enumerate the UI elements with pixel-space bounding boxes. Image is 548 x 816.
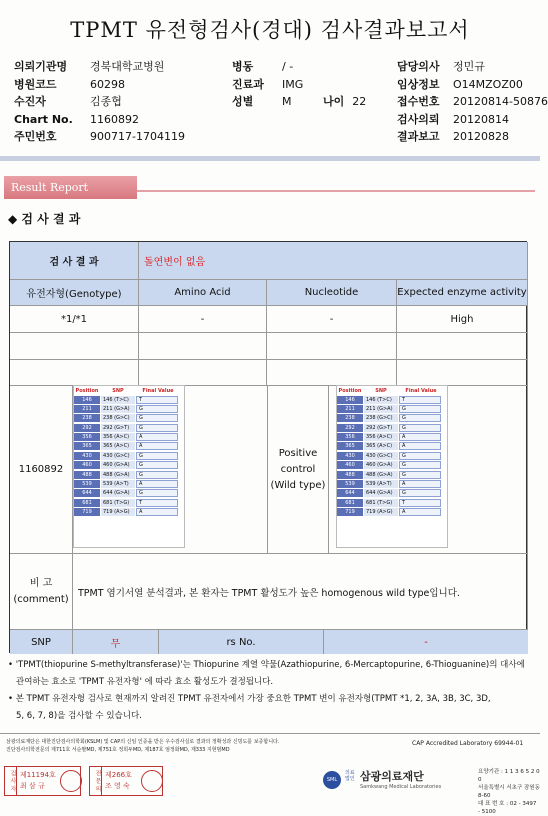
snp-cell: T	[399, 499, 441, 507]
info-label: 의뢰기관명	[14, 60, 68, 73]
age-label: 나이	[323, 95, 345, 108]
snp-cell: G	[136, 471, 178, 479]
info-value: 60298	[90, 77, 125, 91]
snp-cell: G	[399, 424, 441, 432]
info-row	[232, 58, 303, 76]
snp-cell: 146 (T>C)	[364, 396, 398, 404]
empty-cell	[139, 360, 267, 386]
snp-row	[74, 489, 184, 498]
notes	[8, 657, 533, 725]
snp-row	[74, 461, 184, 470]
snp-cell: 719	[337, 508, 363, 516]
snp-cell: 430	[337, 452, 363, 460]
amino-acid-value: -	[139, 306, 267, 333]
info-label: 검사의뢰	[397, 112, 440, 126]
snp-cell: 644	[337, 489, 363, 497]
info-value: 김종협	[90, 95, 122, 108]
info-value: M	[282, 95, 292, 108]
snp-cell: A	[399, 433, 441, 441]
snp-row	[74, 498, 184, 507]
col-genotype: 유전자형(Genotype)	[10, 280, 139, 306]
snp-cell: 460 (G>A)	[101, 461, 135, 469]
stamp-side: 전 문 의	[90, 767, 102, 795]
snp-row	[337, 470, 447, 479]
snp-cell: 539 (A>T)	[101, 480, 135, 488]
col-enzyme-activity: Expected enzyme activity	[397, 280, 528, 306]
snp-cell: 356	[337, 433, 363, 441]
col-amino-acid: Amino Acid	[139, 280, 267, 306]
info-value: 20120814-50876	[453, 95, 548, 108]
info-row	[397, 93, 548, 111]
snp-header-cell: SNP	[375, 387, 387, 394]
snp-cell: 292 (G>T)	[101, 424, 135, 432]
snp-row	[337, 395, 447, 404]
snp-cell: G	[136, 461, 178, 469]
header-mid	[232, 58, 303, 111]
snp-cell: G	[399, 405, 441, 413]
rs-label: rs No.	[159, 630, 324, 654]
snp-cell: 681 (T>G)	[364, 499, 398, 507]
info-label: 진료과	[232, 77, 264, 91]
info-row	[397, 128, 548, 146]
snp-cell: 644 (G>A)	[101, 489, 135, 497]
stamp-number: 제11194호	[20, 771, 56, 779]
org-prefix: 의료 법인	[345, 770, 355, 782]
empty-cell	[397, 360, 528, 386]
genotype-value: *1/*1	[10, 306, 139, 333]
info-row	[397, 58, 548, 76]
info-value: 900717-1704119	[90, 130, 185, 143]
snp-row	[337, 480, 447, 489]
info-row	[232, 76, 303, 94]
snp-cell: 292	[337, 424, 363, 432]
info-label: 병원코드	[14, 77, 57, 91]
snp-cell: 719 (A>G)	[364, 508, 398, 516]
snp-row	[74, 404, 184, 413]
info-label: 병동	[232, 60, 254, 73]
snp-cell: 460 (G>A)	[364, 461, 398, 469]
snp-row	[337, 423, 447, 432]
snp-cell: 365	[74, 442, 100, 450]
note-line: • 본 TPMT 유전자형 검사로 현재까지 알려진 TPMT 유전자에서 가장 중요한 TPMT 변이 유전자형(TPMT *1, 2, 3A, 3B, 3C, 3D,	[8, 694, 491, 704]
snp-header-cell: Position	[75, 387, 99, 394]
header-age	[323, 93, 366, 111]
snp-cell: 539 (A>T)	[364, 480, 398, 488]
result-value: 돌연변이 없음	[139, 242, 528, 280]
snp-row	[337, 451, 447, 460]
snp-cell: 539	[337, 480, 363, 488]
control-snp-image	[336, 385, 448, 548]
snp-row	[74, 423, 184, 432]
footer-divider	[0, 733, 540, 734]
snp-cell: 681 (T>G)	[101, 499, 135, 507]
snp-cell: 238 (G>C)	[364, 414, 398, 422]
snp-cell: 681	[337, 499, 363, 507]
section-title: ◆ 검 사 결 과	[8, 212, 81, 226]
empty-cell	[267, 360, 397, 386]
snp-cell: G	[399, 471, 441, 479]
snp-cell: T	[136, 499, 178, 507]
snp-cell: 460	[337, 461, 363, 469]
snp-cell: G	[399, 461, 441, 469]
org-name: 삼광의료재단	[360, 770, 424, 783]
info-label: 주민번호	[14, 130, 57, 143]
age-value: 22	[352, 95, 367, 108]
cert-line: 삼광의료재단은 대한진단검사의학회(KSLM) 및 CAP의 신임 인증을 받은 우수검사실로 결과의 정확성과 신빙도를 보증합니다.	[6, 739, 280, 745]
note-line: 5, 6, 7, 8)을 검사할 수 있습니다.	[16, 711, 142, 721]
snp-cell: 238	[74, 414, 100, 422]
cert-line: 진단검사의학전문의 제711호 서순팔MD, 제751호 정희두MD, 제187호 엄정화MD, 제333 지현범MD	[6, 747, 230, 753]
snp-cell: A	[399, 442, 441, 450]
snp-cell: 488	[337, 471, 363, 479]
snp-cell: 292 (G>T)	[364, 424, 398, 432]
snp-cell: 146	[74, 396, 100, 404]
snp-row	[74, 442, 184, 451]
snp-row	[74, 451, 184, 460]
info-label: 담당의사	[397, 60, 440, 73]
cap-accreditation: CAP Accredited Laboratory 69944-01	[412, 740, 524, 747]
snp-cell: 146	[337, 396, 363, 404]
stamp-name: 최 삼 규	[20, 782, 45, 790]
sample-id: 1160892	[10, 386, 73, 554]
result-label: 검 사 결 과	[10, 242, 139, 280]
snp-cell: G	[136, 424, 178, 432]
snp-cell: 644	[74, 489, 100, 497]
snp-row	[74, 414, 184, 423]
snp-row	[337, 489, 447, 498]
snp-cell: A	[136, 442, 178, 450]
nucleotide-value: -	[267, 306, 397, 333]
empty-cell	[139, 333, 267, 360]
snp-cell: A	[136, 433, 178, 441]
info-label: 수진자	[14, 95, 46, 108]
info-value: 1160892	[90, 112, 139, 126]
snp-row	[74, 508, 184, 517]
snp-row	[337, 414, 447, 423]
snp-row	[337, 404, 447, 413]
snp-header-row	[337, 386, 447, 395]
snp-row	[74, 433, 184, 442]
snp-cell: 211	[337, 405, 363, 413]
snp-header-cell: Final Value	[142, 387, 174, 394]
header-divider	[0, 156, 540, 161]
info-value: 20120828	[453, 130, 509, 143]
patient-snp-image	[73, 385, 185, 548]
snp-cell: 238	[337, 414, 363, 422]
snp-value: 무	[73, 630, 159, 654]
snp-cell: 211 (G>A)	[101, 405, 135, 413]
snp-cell: 356 (A>C)	[364, 433, 398, 441]
snp-row	[337, 508, 447, 517]
snp-cell: 681	[74, 499, 100, 507]
snp-cell: 365	[337, 442, 363, 450]
snp-cell: 146 (T>C)	[101, 396, 135, 404]
snp-cell: 488	[74, 471, 100, 479]
snp-cell: 539	[74, 480, 100, 488]
info-row	[397, 111, 548, 129]
snp-cell: 430 (G>C)	[364, 452, 398, 460]
info-value: / -	[282, 60, 294, 73]
snp-cell: 719 (A>G)	[101, 508, 135, 516]
col-nucleotide: Nucleotide	[267, 280, 397, 306]
snp-cell: 356 (A>C)	[101, 433, 135, 441]
comment-text: TPMT 염기서열 분석결과, 본 환자는 TPMT 활성도가 높은 homogenous wild type입니다.	[73, 554, 528, 630]
info-row	[14, 58, 185, 76]
info-row	[14, 93, 185, 111]
enzyme-activity-value: High	[397, 306, 528, 333]
snp-label: SNP	[10, 630, 73, 654]
result-report-banner: Result Report	[4, 176, 137, 199]
empty-cell	[397, 333, 528, 360]
snp-cell: T	[136, 396, 178, 404]
snp-row	[74, 395, 184, 404]
snp-row	[74, 480, 184, 489]
info-row	[14, 111, 185, 129]
snp-header-cell: SNP	[112, 387, 124, 394]
snp-cell: G	[399, 489, 441, 497]
info-label: Chart No.	[14, 112, 73, 126]
contact-line: 요양기관 : 1 1 3 6 5 2 0 0	[478, 769, 540, 783]
info-label: 접수번호	[397, 95, 440, 108]
header-right	[397, 58, 548, 146]
snp-row	[337, 442, 447, 451]
contact-line: 서울특별시 서초구 잠원동 8-60	[478, 785, 540, 799]
snp-cell: 430	[74, 452, 100, 460]
snp-header-cell: Final Value	[405, 387, 437, 394]
sml-logo-icon: SML	[323, 771, 341, 789]
snp-row	[337, 498, 447, 507]
doctor-seal	[141, 770, 163, 792]
empty-cell	[10, 333, 139, 360]
snp-cell: G	[399, 452, 441, 460]
info-row	[14, 128, 185, 146]
info-row	[397, 76, 548, 94]
snp-cell: G	[136, 489, 178, 497]
snp-cell: A	[136, 480, 178, 488]
examiner-seal	[60, 770, 82, 792]
stamp-name: 조 영 숙	[105, 782, 130, 790]
control-label: Positive control (Wild type)	[268, 386, 329, 554]
snp-cell: G	[136, 414, 178, 422]
snp-cell: 488 (G>A)	[101, 471, 135, 479]
contact-info	[478, 768, 540, 816]
snp-cell: 460	[74, 461, 100, 469]
info-label: 결과보고	[397, 130, 440, 143]
snp-cell: A	[399, 508, 441, 516]
certification-text	[6, 738, 326, 754]
snp-cell: G	[399, 414, 441, 422]
snp-cell: 644 (G>A)	[364, 489, 398, 497]
snp-cell: T	[399, 396, 441, 404]
snp-header-row	[74, 386, 184, 395]
banner-underline	[137, 190, 535, 192]
rs-value: -	[324, 630, 528, 654]
info-row	[14, 76, 185, 94]
snp-cell: A	[399, 480, 441, 488]
snp-cell: 719	[74, 508, 100, 516]
org-english-name: Samkwang Medical Laboratories	[360, 784, 442, 790]
snp-cell: 238 (G>C)	[101, 414, 135, 422]
info-label: 임상정보	[397, 77, 440, 91]
snp-cell: 365 (A>C)	[364, 442, 398, 450]
info-label: 성별	[232, 95, 254, 108]
empty-cell	[267, 333, 397, 360]
note-line: • 'TPMT(thiopurine S-methyltransferase)'는 Thiopurine 계열 약물(Azathiopurine, 6-Mercaptopurine, 6-Thioguanine)의 대사에	[8, 660, 525, 670]
snp-row	[337, 461, 447, 470]
snp-cell: 488 (G>A)	[364, 471, 398, 479]
snp-header-cell: Position	[338, 387, 362, 394]
snp-cell: 211 (G>A)	[364, 405, 398, 413]
snp-cell: A	[136, 508, 178, 516]
snp-cell: 365 (A>C)	[101, 442, 135, 450]
snp-cell: 292	[74, 424, 100, 432]
info-value: 경북대학교병원	[90, 60, 165, 73]
snp-row	[337, 433, 447, 442]
info-value: O14MZOZ00	[453, 77, 523, 91]
info-value: IMG	[282, 77, 304, 91]
info-value: 정민규	[453, 60, 485, 73]
snp-cell: 211	[74, 405, 100, 413]
comment-label: 비 고 (comment)	[10, 554, 73, 630]
stamp-side: 검 사 자	[5, 767, 17, 795]
snp-cell: G	[136, 405, 178, 413]
contact-line: 대 표 번 호 : 02 - 3497 - 5100	[478, 801, 537, 815]
info-value: 20120814	[453, 112, 509, 126]
info-row	[232, 93, 303, 111]
report-title: TPMT 유전형검사(경대) 검사결과보고서	[70, 18, 470, 42]
snp-cell: G	[136, 452, 178, 460]
snp-cell: 356	[74, 433, 100, 441]
snp-row	[74, 470, 184, 479]
note-line: 관여하는 효소로 'TPMT 유전자형' 에 따라 효소 활성도가 결정됩니다.	[16, 677, 274, 687]
empty-cell	[10, 360, 139, 386]
header-left	[14, 58, 185, 146]
stamp-number: 제266호	[105, 771, 132, 779]
snp-cell: 430 (G>C)	[101, 452, 135, 460]
